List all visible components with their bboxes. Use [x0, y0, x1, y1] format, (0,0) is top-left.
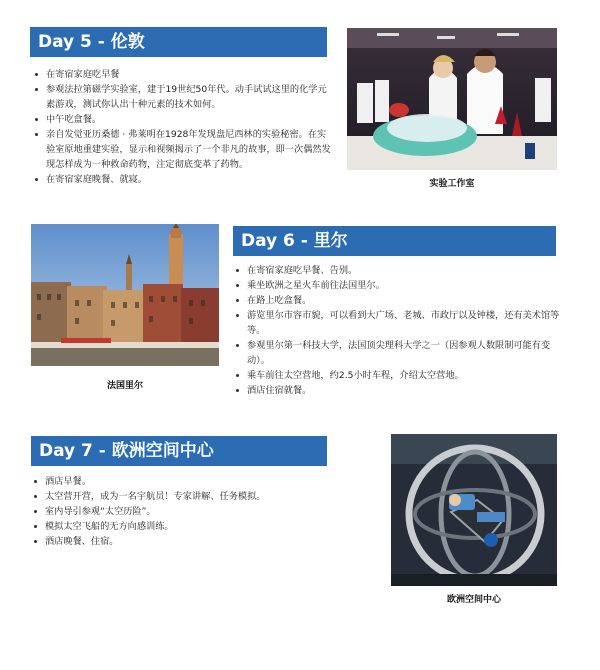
- space-center-photo: [391, 434, 557, 586]
- list-item: 中午吃盒餐。: [32, 112, 332, 127]
- list-item: 室内导引参观“太空历险”。: [31, 504, 331, 519]
- list-item: 酒店住宿就餐。: [233, 383, 563, 398]
- day5-itinerary-list: [32, 67, 332, 187]
- lab-photo: [347, 28, 557, 170]
- list-item: 在寄宿家庭吃早餐: [32, 67, 332, 82]
- list-item: 在寄宿家庭吃早餐、告别。: [233, 263, 563, 278]
- day6-header: Day 6 - 里尔: [233, 226, 556, 256]
- list-item: 酒店早餐。: [31, 474, 331, 489]
- list-item: 游览里尔市容市貌，可以看到大广场、老城、市政厅以及钟楼，还有美术馆等等。: [233, 308, 563, 338]
- day6-itinerary-list: [233, 263, 563, 398]
- lab-photo-caption: 实验工作室: [429, 179, 475, 189]
- list-item: 乘车前往太空营地，约2.5小时车程，介绍太空营地。: [233, 368, 563, 383]
- day7-header: Day 7 - 欧洲空间中心: [31, 436, 327, 466]
- list-item: 太空营开营，成为一名宇航员！专家讲解、任务模拟。: [31, 489, 331, 504]
- day5-header: Day 5 - 伦敦: [30, 27, 327, 57]
- space-center-photo-caption: 欧洲空间中心: [446, 595, 501, 605]
- list-item: 模拟太空飞船的无方向感训练。: [31, 519, 331, 534]
- list-item: 乘坐欧洲之星火车前往法国里尔。: [233, 278, 563, 293]
- list-item: 酒店晚餐、住宿。: [31, 534, 331, 549]
- list-item: 在路上吃盒餐。: [233, 293, 563, 308]
- lille-photo-caption: 法国里尔: [106, 381, 143, 391]
- lille-photo: [31, 224, 219, 366]
- list-item: 参观里尔第一科技大学，法国顶尖理科大学之一（因参观人数限制可能有变动）。: [233, 338, 563, 368]
- list-item: 参观法拉第磁学实验室，建于19世纪50年代。动手试试这里的化学元素游戏，测试你认出十种元素的技术如何。: [32, 82, 332, 112]
- day7-itinerary-list: [31, 474, 331, 549]
- list-item: 亲自发觉亚历桑德 · 弗莱明在1928年发现盘尼西林的实验秘密。在实验室原地重建实验，显示和视频揭示了一个非凡的故事，即一次偶然发现怎样成为一种救命药物，注定彻底变革了药物。: [32, 127, 332, 172]
- list-item: 在寄宿家庭晚餐、就寝。: [32, 172, 332, 187]
